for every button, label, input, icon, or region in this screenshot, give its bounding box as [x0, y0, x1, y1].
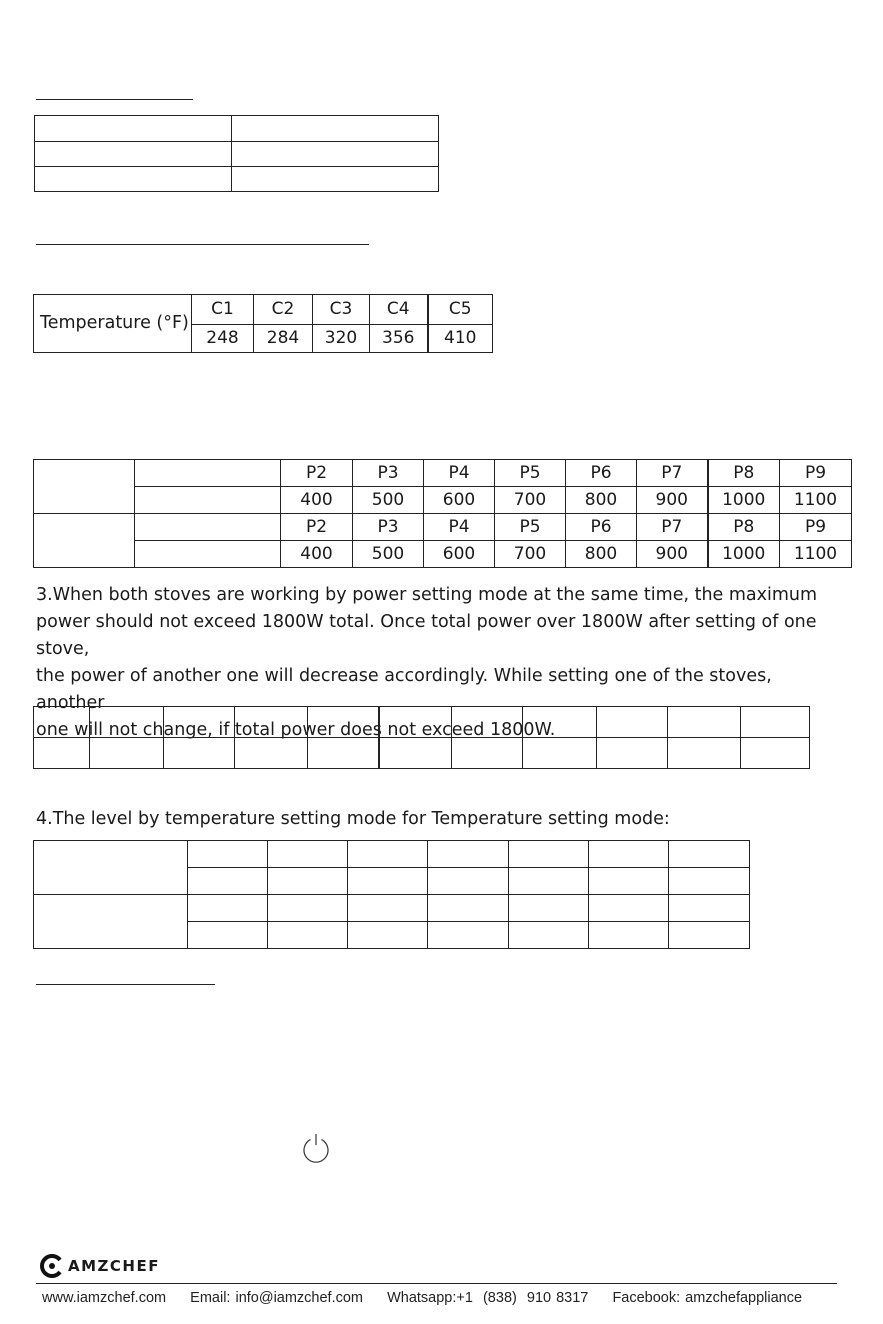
section1-heading-rule — [36, 99, 193, 100]
temp-value-c3: 320 — [313, 325, 370, 353]
mode-cell — [589, 868, 669, 895]
footer-rule — [36, 1283, 837, 1284]
temp-level-c5: C5 — [428, 295, 493, 325]
power-row-label — [135, 460, 281, 487]
footer-contact — [42, 1290, 802, 1306]
power-cell: 1100 — [780, 487, 852, 514]
power-cell: 500 — [353, 541, 424, 568]
temperature-mode-table — [33, 840, 750, 949]
spec-cell — [232, 116, 439, 142]
grid-cell — [379, 707, 452, 738]
grid-cell — [90, 738, 164, 769]
power-cell: P7 — [637, 460, 708, 487]
mode-cell — [589, 841, 669, 868]
mode-cell — [669, 868, 750, 895]
temperature-row-label: Temperature (°F) — [34, 295, 192, 353]
mode-cell — [509, 895, 589, 922]
grid-cell — [34, 738, 90, 769]
temp-value-c2: 284 — [254, 325, 313, 353]
mode-cell — [188, 841, 268, 868]
footer-website[interactable]: www.iamzchef.com — [42, 1290, 167, 1306]
mode-cell — [669, 841, 750, 868]
spec-cell — [232, 142, 439, 167]
grid-cell — [741, 738, 810, 769]
power-cell: P4 — [424, 514, 495, 541]
mode-cell — [589, 922, 669, 949]
power-cell: 600 — [424, 487, 495, 514]
combination-table — [33, 706, 810, 769]
temperature-table — [33, 294, 493, 353]
mode-cell — [509, 868, 589, 895]
temp-level-c4: C4 — [370, 295, 428, 325]
mode-cell — [428, 922, 509, 949]
grid-cell — [308, 707, 379, 738]
power-cell: 800 — [566, 487, 637, 514]
power-cell: P8 — [708, 460, 780, 487]
amzchef-logo-icon — [40, 1254, 64, 1278]
grid-cell — [90, 707, 164, 738]
mode-cell — [268, 922, 348, 949]
footer-email[interactable]: Email: info@iamzchef.com — [190, 1290, 364, 1306]
grid-cell — [668, 738, 741, 769]
power-row-label — [135, 487, 281, 514]
spec-cell — [35, 116, 232, 142]
power-cell: P6 — [566, 514, 637, 541]
paragraph-4: 4.The level by temperature setting mode for Temperature setting mode: — [36, 809, 670, 829]
power-cell: 700 — [495, 541, 566, 568]
grid-cell — [164, 738, 235, 769]
temp-level-c2: C2 — [254, 295, 313, 325]
temp-value-c5: 410 — [428, 325, 493, 353]
power-cell: 900 — [637, 541, 708, 568]
power-cell: 1000 — [708, 541, 780, 568]
power-cell: P9 — [780, 514, 852, 541]
mode-group-label-1 — [34, 841, 188, 895]
paragraph-3-line: one will not change, if total power does not exceed 1800W. — [36, 720, 556, 740]
power-cell: 700 — [495, 487, 566, 514]
grid-cell — [379, 738, 452, 769]
power-group-label-2 — [34, 514, 135, 568]
grid-cell — [523, 707, 597, 738]
mode-group-label-2 — [34, 895, 188, 949]
power-group-label-1 — [34, 460, 135, 514]
grid-cell — [452, 738, 523, 769]
grid-cell — [235, 738, 308, 769]
power-cell: P6 — [566, 460, 637, 487]
grid-cell — [235, 707, 308, 738]
grid-cell — [164, 707, 235, 738]
mode-cell — [509, 841, 589, 868]
power-cell: P2 — [281, 514, 353, 541]
mode-cell — [348, 922, 428, 949]
power-cell: P7 — [637, 514, 708, 541]
mode-cell — [348, 868, 428, 895]
power-row-label — [135, 514, 281, 541]
power-cell: 400 — [281, 541, 353, 568]
power-table — [33, 459, 852, 568]
temp-level-c3: C3 — [313, 295, 370, 325]
power-cell: 1100 — [780, 541, 852, 568]
grid-cell — [668, 707, 741, 738]
grid-cell — [523, 738, 597, 769]
power-row-label — [135, 541, 281, 568]
power-cell: 600 — [424, 541, 495, 568]
section5-heading-rule — [36, 984, 215, 985]
mode-cell — [188, 922, 268, 949]
mode-cell — [428, 841, 509, 868]
footer-whatsapp: Whatsapp:+1 (838) 910 8317 — [387, 1290, 589, 1306]
mode-cell — [428, 868, 509, 895]
power-cell: P9 — [780, 460, 852, 487]
mode-cell — [669, 922, 750, 949]
spec-cell — [35, 142, 232, 167]
mode-cell — [428, 895, 509, 922]
power-cell: P4 — [424, 460, 495, 487]
power-cell: P5 — [495, 514, 566, 541]
temp-value-c1: 248 — [192, 325, 254, 353]
paragraph-3-line: power should not exceed 1800W total. Once total power over 1800W after setting of one stove, — [36, 612, 817, 659]
power-cell: P2 — [281, 460, 353, 487]
power-cell: 1000 — [708, 487, 780, 514]
mode-cell — [188, 868, 268, 895]
section2-heading-rule — [36, 244, 369, 245]
spec-table — [34, 115, 439, 192]
mode-cell — [589, 895, 669, 922]
mode-cell — [348, 841, 428, 868]
power-cell: 900 — [637, 487, 708, 514]
power-cell: P3 — [353, 514, 424, 541]
paragraph-3-line: the power of another one will decrease accordingly. While setting one of the stoves, another — [36, 666, 772, 713]
grid-cell — [597, 738, 668, 769]
power-cell: P3 — [353, 460, 424, 487]
grid-cell — [597, 707, 668, 738]
power-cell: 400 — [281, 487, 353, 514]
power-cell: P5 — [495, 460, 566, 487]
mode-cell — [268, 895, 348, 922]
mode-cell — [188, 895, 268, 922]
power-cell: 500 — [353, 487, 424, 514]
mode-cell — [669, 895, 750, 922]
footer-facebook[interactable]: Facebook: amzchefappliance — [612, 1290, 803, 1306]
brand-logo — [40, 1254, 160, 1278]
power-cell: P8 — [708, 514, 780, 541]
mode-cell — [509, 922, 589, 949]
grid-cell — [308, 738, 379, 769]
grid-cell — [741, 707, 810, 738]
spec-cell — [35, 167, 232, 192]
power-icon — [300, 1131, 332, 1163]
paragraph-3-line: 3.When both stoves are working by power setting mode at the same time, the maximum — [36, 585, 818, 605]
spec-cell — [232, 167, 439, 192]
brand-name: AMZCHEF — [68, 1257, 160, 1275]
power-cell: 800 — [566, 541, 637, 568]
mode-cell — [348, 895, 428, 922]
temp-level-c1: C1 — [192, 295, 254, 325]
grid-cell — [452, 707, 523, 738]
temp-value-c4: 356 — [370, 325, 428, 353]
mode-cell — [268, 868, 348, 895]
mode-cell — [268, 841, 348, 868]
grid-cell — [34, 707, 90, 738]
